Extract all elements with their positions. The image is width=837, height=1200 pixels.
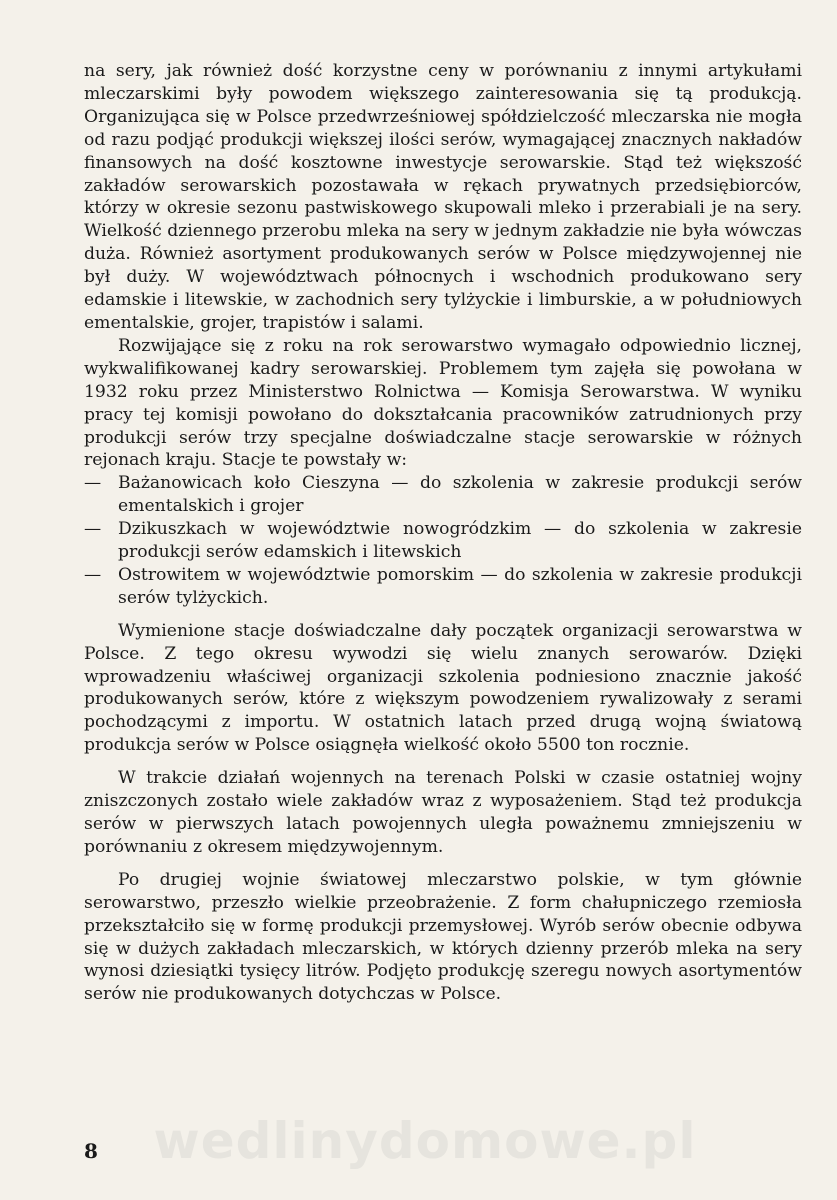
list-item	[84, 518, 802, 564]
stations-list	[84, 472, 802, 609]
list-item-text: Dzikuszkach w województwie nowogródzkim — do szkolenia w zakresie produkcji serów edamskich i litewskich	[118, 519, 802, 563]
paragraph-5: Po drugiej wojnie światowej mleczarstwo polskie, w tym głównie serowarstwo, przeszło wielkie przeobrażenie. Z form chałupniczego rzemiosła przekształciło się w formę produkcji przemysłowej. Wyrób serów obecnie odbywa się w dużych zakładach mleczarskich, w których dzienny przerób mleka na sery wynosi dziesiątki tysięcy litrów. Podjęto produkcję szeregu nowych asortymentów serów nie produkowanych dotychczas w Polsce.	[84, 869, 802, 1005]
list-item-text: Bażanowicach koło Cieszyna — do szkolenia w zakresie produkcji serów ementalskich i grojer	[118, 473, 802, 517]
list-dash: —	[84, 519, 102, 540]
page-body	[84, 60, 802, 1006]
list-item-text: Ostrowitem w województwie pomorskim — do szkolenia w zakresie produkcji serów tylżyckich.	[118, 564, 802, 608]
paragraph-3: Wymienione stacje doświadczalne dały początek organizacji serowarstwa w Polsce. Z tego okresu wywodzi się wielu znanych serowarów. Dzięki wprowadzeniu właściwej organizacji szkolenia podniesiono znacznie jakość produkowanych serów, które z większym powodzeniem rywalizowały z serami pochodzącymi z importu. W ostatnich latach przed drugą wojną światową produkcja serów w Polsce osiągnęła wielkość około 5500 ton rocznie.	[84, 620, 802, 756]
list-dash: —	[84, 564, 102, 585]
list-item	[84, 472, 802, 518]
list-dash: —	[84, 473, 102, 494]
paragraph-2: Rozwijające się z roku na rok serowarstwo wymagało odpowiednio licznej, wykwalifikowanej kadry serowarskiej. Problemem tym zajęła się powołana w 1932 roku przez Ministerstwo Rolnictwa — Komisja Serowarstwa. W wyniku pracy tej komisji powołano do dokształcania pracowników zatrudnionych przy produkcji serów trzy specjalne doświadczalne stacje serowarskie w różnych rejonach kraju. Stacje te powstały w:	[84, 335, 802, 471]
watermark: wedlinydomowe.pl	[153, 1112, 697, 1170]
list-item	[84, 564, 802, 610]
paragraph-4: W trakcie działań wojennych na terenach Polski w czasie ostatniej wojny zniszczonych zostało wiele zakładów wraz z wyposażeniem. Stąd też produkcja serów w pierwszych latach powojennych uległa poważnemu zmniejszeniu w porównaniu z okresem międzywojennym.	[84, 768, 802, 857]
paragraph-1: na sery, jak również dość korzystne ceny w porównaniu z innymi artykułami mleczarskimi były powodem większego zainteresowania się tą produkcją. Organizująca się w Polsce przedwrześniowej spółdzielczość mleczarska nie mogła od razu podjąć produkcji większej ilości serów, wymagającej znacznych nakładów finansowych na dość kosztowne inwestycje serowarskie. Stąd też większość zakładów serowarskich pozostawała w rękach prywatnych przedsiębiorców, którzy w okresie sezonu pastwiskowego skupowali mleko i przerabiali je na sery. Wielkość dziennego przerobu mleka na sery w jednym zakładzie nie była wówczas duża. Również asortyment produkowanych serów w Polsce międzywojennej nie był duży. W województwach północnych i wschodnich produkowano sery edamskie i litewskie, w zachodnich sery tylżyckie i limburskie, a w południowych ementalskie, grojer, trapistów i salami.	[84, 61, 802, 333]
page-number: 8	[84, 1139, 98, 1163]
